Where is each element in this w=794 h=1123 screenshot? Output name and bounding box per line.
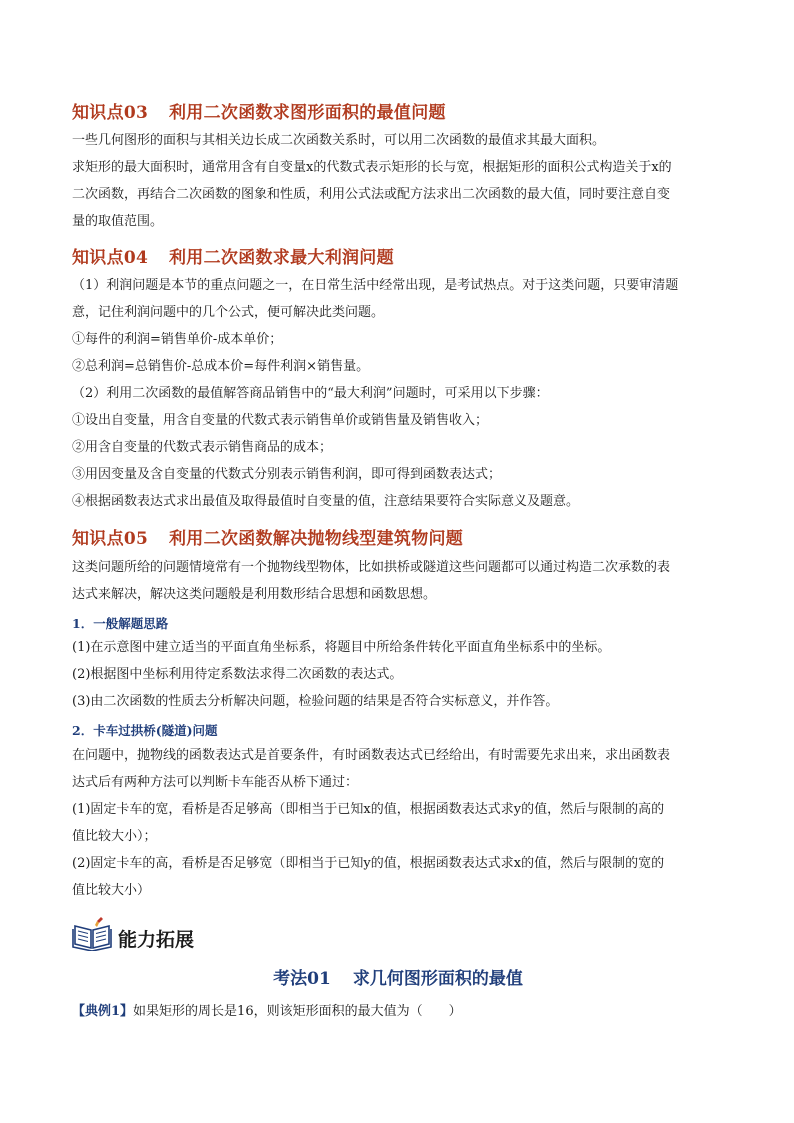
step-line: ①设出自变量，用含自变量的代数式表示销售单价或销售量及销售收入； [72, 413, 489, 428]
method-title: 求几何图形面积的最值 [352, 969, 523, 989]
paragraph-line: 二次函数，再结合二次函数的图象和性质，利用公式法或配方法求出二次函数的最大值，同时要注意自变 [72, 187, 671, 202]
section-heading-kp05 [72, 524, 463, 549]
example-question [72, 1000, 462, 1019]
paragraph-line: 求矩形的最大面积时，通常用含有自变量x的代数式表示矩形的长与宽，根据矩形的面积公式构造关于x的 [72, 160, 672, 175]
ability-extension-title: 能力拓展 [118, 929, 195, 951]
paragraph-line: 值比较大小） [72, 883, 151, 898]
section-heading-kp03 [72, 98, 446, 123]
formula-line: ①每件的利润=销售单价-成本单价； [72, 332, 283, 347]
step-line: ④根据函数表达式求出最值及取得最值时自变量的值，注意结果要符合实际意义及题意。 [72, 494, 580, 509]
section-number: 知识点04 [72, 248, 149, 268]
step-line: ②用含自变量的代数式表示销售商品的成本； [72, 440, 333, 455]
section-title: 利用二次函数求图形面积的最值问题 [169, 103, 446, 123]
method-heading [72, 964, 724, 989]
paragraph-line: 一些几何图形的面积与其相关边长成二次函数关系时，可以用二次函数的最值求其最大面积。 [72, 133, 606, 148]
section-title: 利用二次函数求最大利润问题 [169, 248, 394, 268]
step-line: (2)根据图中坐标利用待定系数法求得二次函数的表达式。 [72, 667, 403, 682]
paragraph-line: 量的取值范围。 [72, 214, 164, 229]
method-number: 考法01 [273, 969, 331, 989]
section-heading-kp04 [72, 243, 394, 268]
section-number: 知识点05 [72, 529, 149, 549]
paragraph-line: 达式来解决，解决这类问题般是利用数形结合思想和函数思想。 [72, 587, 437, 602]
section-number: 知识点03 [72, 103, 149, 123]
ability-extension-banner [72, 915, 272, 955]
step-line: (1)在示意图中建立适当的平面直角坐标系，将题目中所给条件转化平面直角坐标系中的坐标。 [72, 640, 611, 655]
subheading-truck-bridge: 2．卡车过拱桥(隧道)问题 [72, 723, 218, 738]
paragraph-line: 这类问题所给的问题情境常有一个抛物线型物体，比如拱桥或隧道这些问题都可以通过构造二次承数的表 [72, 560, 671, 575]
example-text: 如果矩形的周长是16，则该矩形面积的最大值为（ ） [133, 1004, 462, 1019]
section-title: 利用二次函数解决抛物线型建筑物问题 [169, 529, 464, 549]
formula-line: ②总利润=总销售价-总成本价=每件利润×销售量。 [72, 359, 370, 374]
paragraph-line: 达式后有两种方法可以判断卡车能否从桥下通过： [72, 775, 359, 790]
example-tag: 【典例1】 [72, 1004, 134, 1019]
paragraph-line: （2）利用二次函数的最值解答商品销售中的“最大利润”问题时，可采用以下步骤： [72, 386, 549, 401]
paragraph-line: (1)固定卡车的宽，看桥是否足够高（即相当于已知x的值，根据函数表达式求y的值，然后与限制的高的 [72, 802, 665, 817]
paragraph-line: 意，记住利润问题中的几个公式，便可解决此类问题。 [72, 305, 385, 320]
paragraph-line: 在问题中，抛物线的函数表达式是首要条件，有时函数表达式已经给出，有时需要先求出来，求出函数表 [72, 748, 671, 763]
paragraph-line: 值比较大小）； [72, 829, 157, 844]
step-line: (3)由二次函数的性质去分析解决问题，检验问题的结果是否符合实标意义，并作答。 [72, 694, 559, 709]
open-book-icon [72, 917, 112, 951]
paragraph-line: （1）利润问题是本节的重点问题之一，在日常生活中经常出现，是考试热点。对于这类问题，只要审清题 [72, 278, 679, 293]
paragraph-line: (2)固定卡车的高，看桥是否足够宽（即相当于已知y的值，根据函数表达式求x的值，然后与限制的宽的 [72, 856, 665, 871]
subheading-general-approach: 1．一般解题思路 [72, 616, 169, 631]
step-line: ③用因变量及含自变量的代数式分别表示销售利润，即可得到函数表达式； [72, 467, 502, 482]
